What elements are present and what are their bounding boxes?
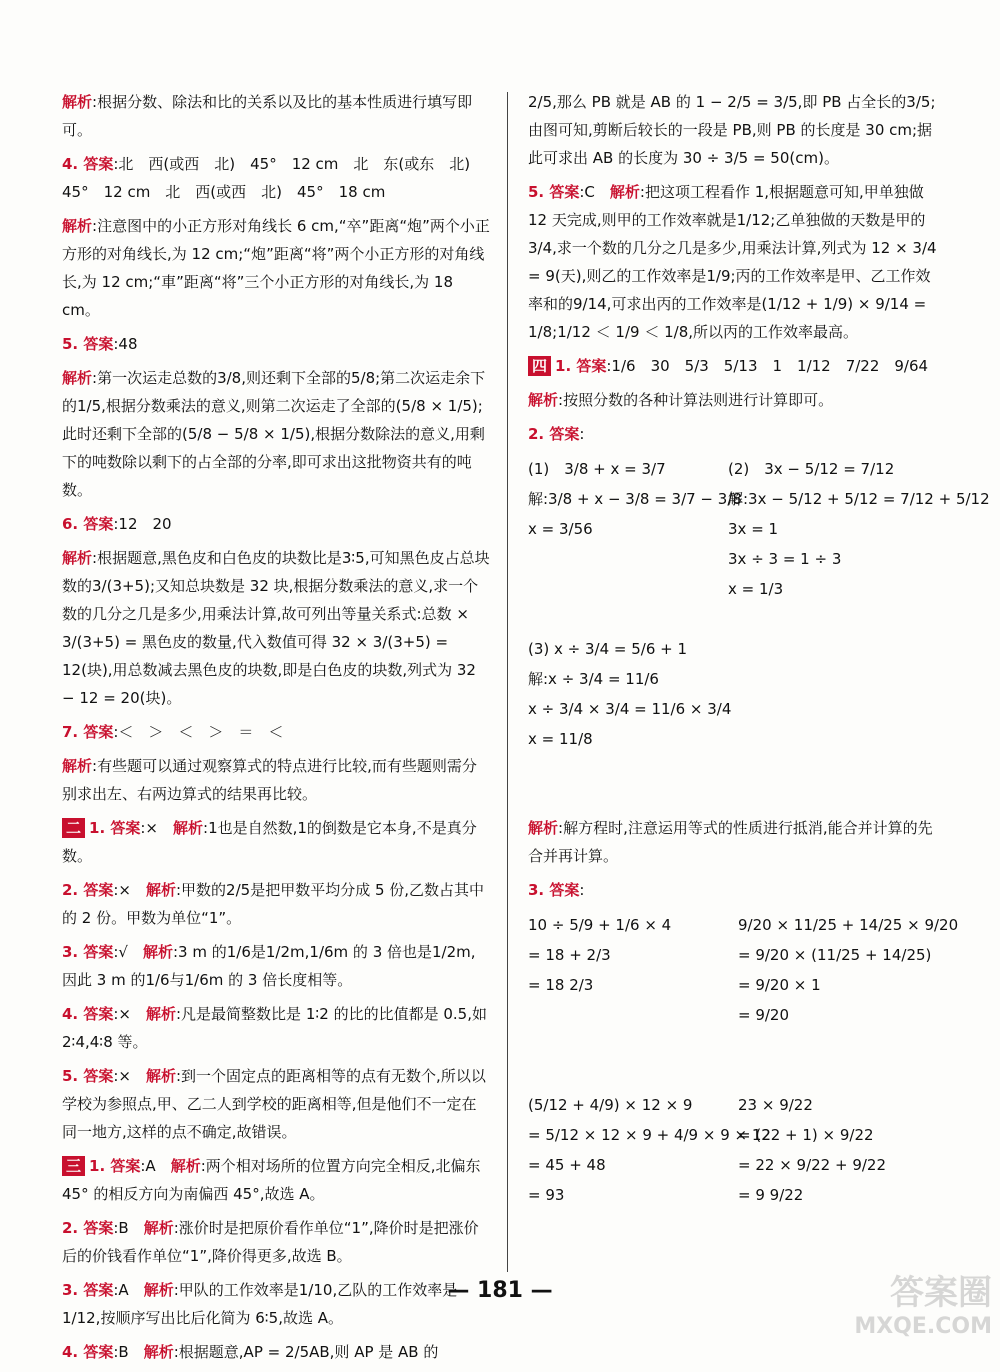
answer-block-left-15: 2. 答案:B 解析:涨价时是把原价看作单位“1”,降价时是把涨价后的价钱看作单位“1”,降价得更多,故选 B。 bbox=[62, 1219, 479, 1265]
equation-line: 3x = 1 bbox=[728, 520, 779, 538]
answer-block-right-2: 四 1. 答案:1/6 30 5/3 5/13 1 1/12 7/22 9/64 bbox=[528, 352, 938, 380]
equation-line: 解:x ÷ 3/4 = 11/6 bbox=[528, 670, 659, 688]
answer-block-left-8: 解析:有些题可以通过观察算式的特点进行比较,而有些题则需分别求出左、右两边算式的结果再比较。 bbox=[62, 757, 477, 803]
equation-line: (2) 3x − 5/12 = 7/12 bbox=[728, 460, 895, 478]
equation-line: = 18 + 2/3 bbox=[528, 946, 611, 964]
equation-line: = 9/20 bbox=[738, 1006, 790, 1024]
answer-block-left-10: 2. 答案:× 解析:甲数的2/5是把甲数平均分成 5 份,乙数占其中的 2 份。甲数为单位“1”。 bbox=[62, 881, 485, 927]
equation-line: 解:3x − 5/12 + 5/12 = 7/12 + 5/12 bbox=[728, 490, 990, 508]
answer-block-right-1: 5. 答案:C 解析:把这项工程看作 1,根据题意可知,甲单独做 12 天完成,则甲的工作效率就是1/12;乙单独做的天数是甲的3/4,求一个数的几分之几是多少,用乘法计算,列式为 12 × 3/4 = 9(天),则乙的工作效率是1/9;丙的工作效率是甲、乙工作效率和的9/14,可求出丙的工作效率是(1/12 + 1/9) × 9/14 = 1/8;1/12 ＜ 1/9 ＜ 1/8,所以丙的工作效率最高。 bbox=[528, 183, 937, 341]
equation-line: 解:3/8 + x − 3/8 = 3/7 − 3/8 bbox=[528, 490, 742, 508]
calc-a bbox=[528, 910, 671, 1000]
equation-2 bbox=[728, 454, 990, 604]
watermark-line2: MXQE.COM bbox=[854, 1314, 992, 1339]
answer-block-left-12: 4. 答案:× 解析:凡是最简整数比是 1∶2 的比的比值都是 0.5,如 2∶4,4∶8 等。 bbox=[62, 1005, 487, 1051]
question-3-label: 3. 答案: bbox=[528, 881, 585, 899]
answer-block-right-0: 2/5,那么 PB 就是 AB 的 1 − 2/5 = 3/5,即 PB 占全长的3/5;由图可知,剪断后较长的一段是 PB,则 PB 的长度是 30 cm;据此可求出 AB 的长度为 30 ÷ 3/5 = 50(cm)。 bbox=[528, 93, 936, 167]
equation-line: 10 ÷ 5/9 + 1/6 × 4 bbox=[528, 916, 672, 934]
answer-block-left-4: 解析:第一次运走总数的3/8,则还剩下全部的5/8;第二次运走余下的1/5,根据分数乘法的意义,则第二次运走了全部的(5/8 × 1/5);此时还剩下全部的(5/8 − 5/8 × 1/5),根据分数除法的意义,用剩下的吨数除以剩下的占全部的分率,即可求出这批物资共有的吨数。 bbox=[62, 369, 486, 499]
equation-line: 23 × 9/22 bbox=[738, 1096, 813, 1114]
calc-c bbox=[528, 1090, 771, 1210]
equation-line: 3x ÷ 3 = 1 ÷ 3 bbox=[728, 550, 842, 568]
calc-b bbox=[738, 910, 958, 1030]
answer-block-left-1: 4. 答案:北 西(或西 北) 45° 12 cm 北 东(或东 北) 45° 12 cm 北 西(或西 北) 45° 18 cm bbox=[62, 155, 486, 201]
page-number-value: 181 bbox=[477, 1278, 523, 1303]
page-number: — 181 — bbox=[447, 1278, 553, 1303]
equation-line: x = 11/8 bbox=[528, 730, 593, 748]
answer-block-left-9: 二 1. 答案:× 解析:1也是自然数,1的倒数是它本身,不是真分数。 bbox=[62, 819, 477, 865]
watermark-line1: 答案圈 bbox=[890, 1273, 992, 1313]
equations-q2 bbox=[528, 454, 990, 814]
equation-line: = (22 + 1) × 9/22 bbox=[738, 1126, 874, 1144]
equation-line: (3) x ÷ 3/4 = 5/6 + 1 bbox=[528, 640, 688, 658]
answer-block-right-4: 2. 答案: bbox=[528, 425, 585, 443]
answer-block-left-11: 3. 答案:√ 解析:3 m 的1/6是1/2m,1/6m 的 3 倍也是1/2m,因此 3 m 的1/6与1/6m 的 3 倍长度相等。 bbox=[62, 943, 476, 989]
answer-block-left-16: 3. 答案:A 解析:甲队的工作效率是1/10,乙队的工作效率是1/12,按顺序写出比后化简为 6∶5,故选 A。 bbox=[62, 1281, 458, 1327]
answer-block-left-3: 5. 答案:48 bbox=[62, 335, 138, 353]
answer-block-left-2: 解析:注意图中的小正方形对角线长 6 cm,“卒”距离“炮”两个小正方形的对角线长,为 12 cm;“炮”距离“将”两个小正方形的对角线长,为 12 cm;“車”距离“将”三个小正方形的对角线长,为 18 cm。 bbox=[62, 217, 490, 319]
calc-d bbox=[738, 1090, 886, 1210]
equation-line: x = 1/3 bbox=[728, 580, 784, 598]
equation-line: = 18 2/3 bbox=[528, 976, 594, 994]
equation-1 bbox=[528, 454, 742, 544]
answer-block-left-6: 解析:根据题意,黑色皮和白色皮的块数比是3∶5,可知黑色皮占总块数的3/(3+5);又知总块数是 32 块,根据分数乘法的意义,求一个数的几分之几是多少,用乘法计算,故可列出等量关系式:总数 × 3/(3+5) = 黑色皮的数量,代入数值可得 32 × 3/(3+5) = 12(块),用总数减去黑色皮的块数,即是白色皮的块数,列式为 32 − 12 = 20(块)。 bbox=[62, 549, 490, 707]
equation-line: x ÷ 3/4 × 3/4 = 11/6 × 3/4 bbox=[528, 700, 732, 718]
answer-block-left-14: 三 1. 答案:A 解析:两个相对场所的位置方向完全相反,北偏东 45° 的相反方向为南偏西 45°,故选 A。 bbox=[62, 1157, 481, 1203]
left-column bbox=[62, 88, 490, 1372]
watermark-logo bbox=[812, 1265, 992, 1355]
equation-line: x = 3/56 bbox=[528, 520, 593, 538]
answer-block-right-3: 解析:按照分数的各种计算法则进行计算即可。 bbox=[528, 391, 834, 409]
equation-line: = 93 bbox=[528, 1186, 565, 1204]
column-divider bbox=[507, 92, 508, 1272]
answer-block-left-17: 4. 答案:B 解析:根据题意,AP = 2/5AB,则 AP 是 AB 的 bbox=[62, 1343, 439, 1361]
answer-block-left-5: 6. 答案:12 20 bbox=[62, 515, 172, 533]
note-q2: 解析:解方程时,注意运用等式的性质进行抵消,能合并计算的先合并再计算。 bbox=[528, 819, 933, 865]
answer-block-left-13: 5. 答案:× 解析:到一个固定点的距离相等的点有无数个,所以以学校为参照点,甲、乙二人到学校的距离相等,但是他们不一定在同一地方,这样的点不确定,故错误。 bbox=[62, 1067, 486, 1141]
equation-line: (1) 3/8 + x = 3/7 bbox=[528, 460, 666, 478]
equation-line: = 9/20 × (11/25 + 14/25) bbox=[738, 946, 932, 964]
equation-line: = 5/12 × 12 × 9 + 4/9 × 9 × 12 bbox=[528, 1126, 771, 1144]
answer-block-left-7: 7. 答案:＜ ＞ ＜ ＞ ＝ ＜ bbox=[62, 723, 284, 741]
equation-line: = 9 9/22 bbox=[738, 1186, 804, 1204]
equation-3 bbox=[528, 634, 731, 754]
equation-line: = 22 × 9/22 + 9/22 bbox=[738, 1156, 887, 1174]
answer-block-left-0: 解析:根据分数、除法和比的关系以及比的基本性质进行填写即可。 bbox=[62, 93, 473, 139]
equation-line: = 9/20 × 1 bbox=[738, 976, 821, 994]
equation-line: (5/12 + 4/9) × 12 × 9 bbox=[528, 1096, 693, 1114]
equation-line: = 45 + 48 bbox=[528, 1156, 606, 1174]
equation-line: 9/20 × 11/25 + 14/25 × 9/20 bbox=[738, 916, 959, 934]
